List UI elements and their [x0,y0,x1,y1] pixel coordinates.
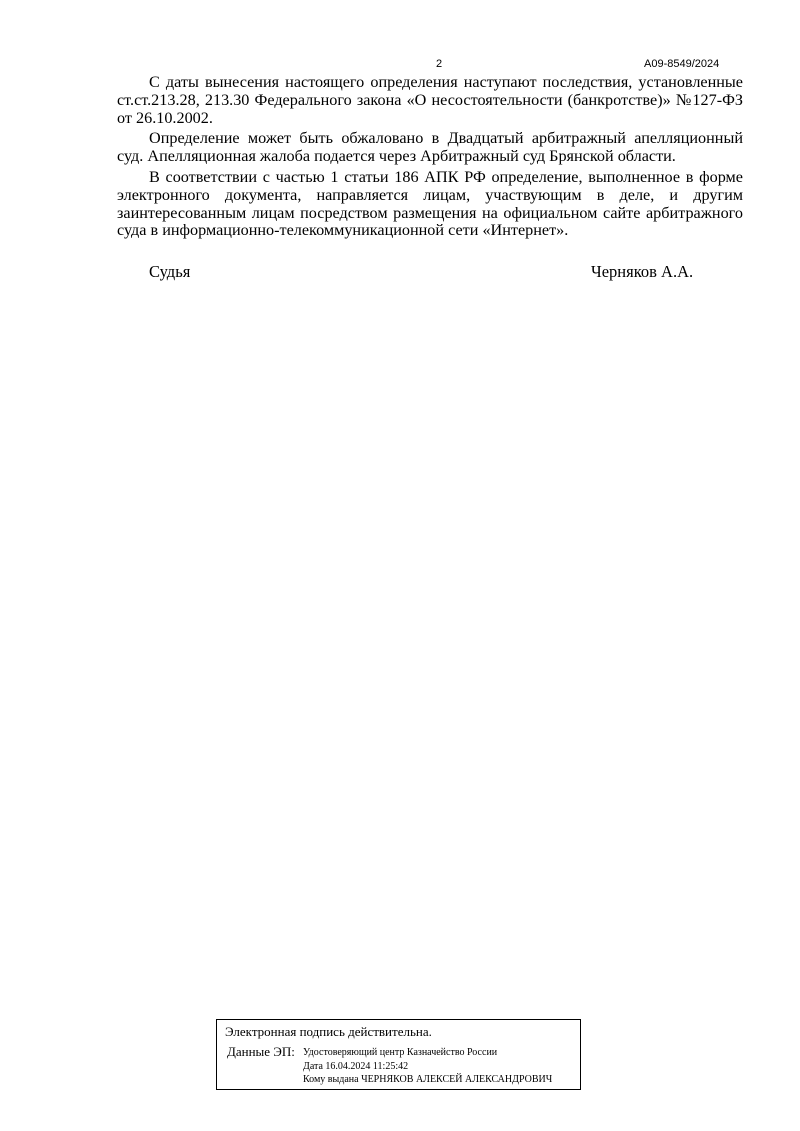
document-body [117,74,743,243]
electronic-signature-stamp [216,1019,581,1090]
page-number: 2 [436,58,443,70]
paragraph-consequences: С даты вынесения настоящего определения наступают последствия, установленные ст.ст.213.28, 213.30 Федерального закона «О несостоятельности (банкротстве)» №127-ФЗ от 26.10.2002. [117,73,743,127]
case-number: А09-8549/2024 [644,58,720,70]
judge-name: Черняков А.А. [591,262,694,281]
paragraph-appeal: Определение может быть обжаловано в Двадцатый арбитражный апелляционный суд. Апелляционная жалоба подается через Арбитражный суд Брянской области. [117,129,743,166]
judge-label: Судья [149,262,191,281]
esign-title: Электронная подпись действительна. [225,1024,432,1039]
paragraph-distribution: В соответствии с частью 1 статьи 186 АПК РФ определение, выполненное в форме электронного документа, направляется лицам, участвующим в деле, и другим заинтересованным лицам посредством размещения на официальном сайте арбитражного суда в информационно-телекоммуникационной сети «Интернет». [117,167,743,240]
esign-issuer: Удостоверяющий центр Казначейство России [303,1047,498,1058]
esign-date: Дата 16.04.2024 11:25:42 [303,1060,409,1072]
esign-issued-to: Кому выдана ЧЕРНЯКОВ АЛЕКСЕЙ АЛЕКСАНДРОВИЧ [303,1074,553,1085]
esign-data-label: Данные ЭП: [227,1044,295,1059]
esign-details [303,1046,552,1087]
